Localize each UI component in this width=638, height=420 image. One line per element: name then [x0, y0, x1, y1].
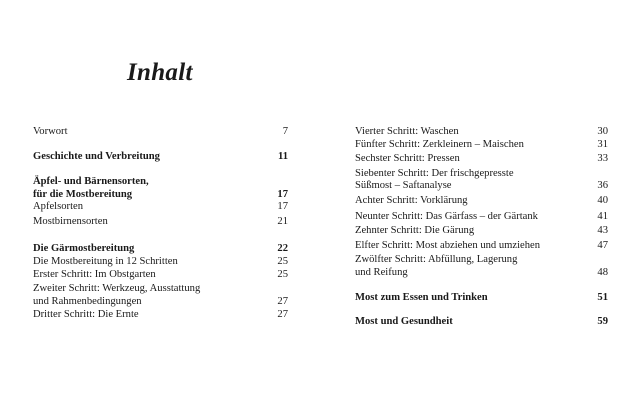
toc-page-number: 31: [597, 138, 608, 150]
toc-entry-title: Zehnter Schritt: Die Gärung: [355, 225, 475, 237]
toc-entry-title: Most zum Essen und Trinken: [355, 291, 488, 303]
toc-entry-title: Die Mostbereitung in 12 Schritten: [33, 256, 178, 268]
toc-entry-title: Fünfter Schritt: Zerkleinern – Maischen: [355, 138, 524, 150]
toc-entry-title: Äpfel- und Bärnensorten,: [33, 176, 149, 188]
toc-entry-title: Apfelsorten: [33, 201, 84, 213]
toc-entry-title: Zwölfter Schritt: Abfüllung, Lagerung: [355, 254, 518, 266]
toc-entry: [33, 283, 288, 308]
toc-entry: [355, 254, 608, 279]
toc-page-number: 36: [597, 180, 608, 192]
toc-entry: [355, 292, 608, 305]
toc-entry-title: Die Gärmostbereitung: [33, 242, 135, 254]
toc-entry-title: Dritter Schritt: Die Ernte: [33, 308, 139, 320]
toc-entry: [33, 126, 288, 139]
toc-entry: [33, 269, 288, 282]
toc-page-number: 27: [277, 295, 288, 307]
toc-page-number: 47: [597, 239, 608, 251]
toc-page-number: 59: [597, 316, 608, 328]
toc-entry: [33, 309, 288, 322]
toc-entry: [33, 201, 288, 214]
toc-entry-title: Most und Gesundheit: [355, 316, 453, 328]
toc-left-column: [33, 123, 288, 321]
toc-page-number: 7: [282, 126, 288, 137]
toc-entry: [355, 195, 608, 208]
toc-entry: [355, 126, 608, 139]
toc-entry-title: Erster Schritt: Im Obstgarten: [33, 268, 156, 280]
toc-page-number: 17: [277, 201, 288, 213]
toc-right-column: [355, 123, 608, 329]
toc-entry-title: Geschichte und Verbreitung: [33, 150, 160, 162]
toc-page-number: 25: [277, 256, 288, 268]
toc-entry: [355, 139, 608, 152]
toc-page-number: 27: [277, 308, 288, 320]
toc-entry: [355, 316, 608, 329]
toc-entry: [355, 240, 608, 253]
toc-entry-title: und Rahmenbedingungen: [33, 295, 142, 307]
toc-entry: [33, 243, 288, 256]
toc-entry-title: Neunter Schritt: Das Gärfass – der Gärtank: [355, 210, 538, 222]
toc-page-number: 33: [597, 153, 608, 165]
page-title: Inhalt: [127, 59, 193, 86]
toc-entry: [33, 151, 288, 164]
toc-page-number: 25: [277, 268, 288, 280]
toc-entry-title: Mostbirnensorten: [33, 215, 108, 227]
toc-entry: [33, 216, 288, 229]
toc-entry: [355, 211, 608, 224]
toc-entry: [355, 153, 608, 166]
toc-page-number: 51: [597, 291, 608, 303]
toc-page-number: 22: [277, 242, 288, 254]
toc-entry: [33, 256, 288, 269]
toc-page-number: 43: [597, 225, 608, 237]
toc-entry-title: Vierter Schritt: Waschen: [355, 126, 459, 137]
toc-page-number: 30: [597, 126, 608, 137]
toc-page-number: 48: [597, 266, 608, 278]
toc-entry-title: Achter Schritt: Vorklärung: [355, 194, 468, 206]
toc-entry-title: Zweiter Schritt: Werkzeug, Ausstattung: [33, 283, 201, 295]
toc-entry: [33, 176, 288, 201]
toc-page-number: 21: [277, 215, 288, 227]
toc-entry-title: Süßmost – Saftanalyse: [355, 180, 452, 192]
toc-page-number: 41: [597, 210, 608, 222]
toc-entry: [355, 168, 608, 193]
toc-page-number: 40: [597, 194, 608, 206]
toc-entry-title: für die Mostbereitung: [33, 188, 133, 200]
toc-entry-title: und Reifung: [355, 266, 408, 278]
toc-entry-title: Vorwort: [33, 126, 68, 137]
toc-entry-title: Siebenter Schritt: Der frischgepresste: [355, 167, 514, 179]
toc-entry-title: Sechster Schritt: Pressen: [355, 153, 460, 165]
toc-page-number: 11: [277, 150, 288, 162]
toc-entry-title: Elfter Schritt: Most abziehen und umziehen: [355, 239, 541, 251]
toc-entry: [355, 225, 608, 238]
toc-page-number: 17: [277, 188, 288, 200]
